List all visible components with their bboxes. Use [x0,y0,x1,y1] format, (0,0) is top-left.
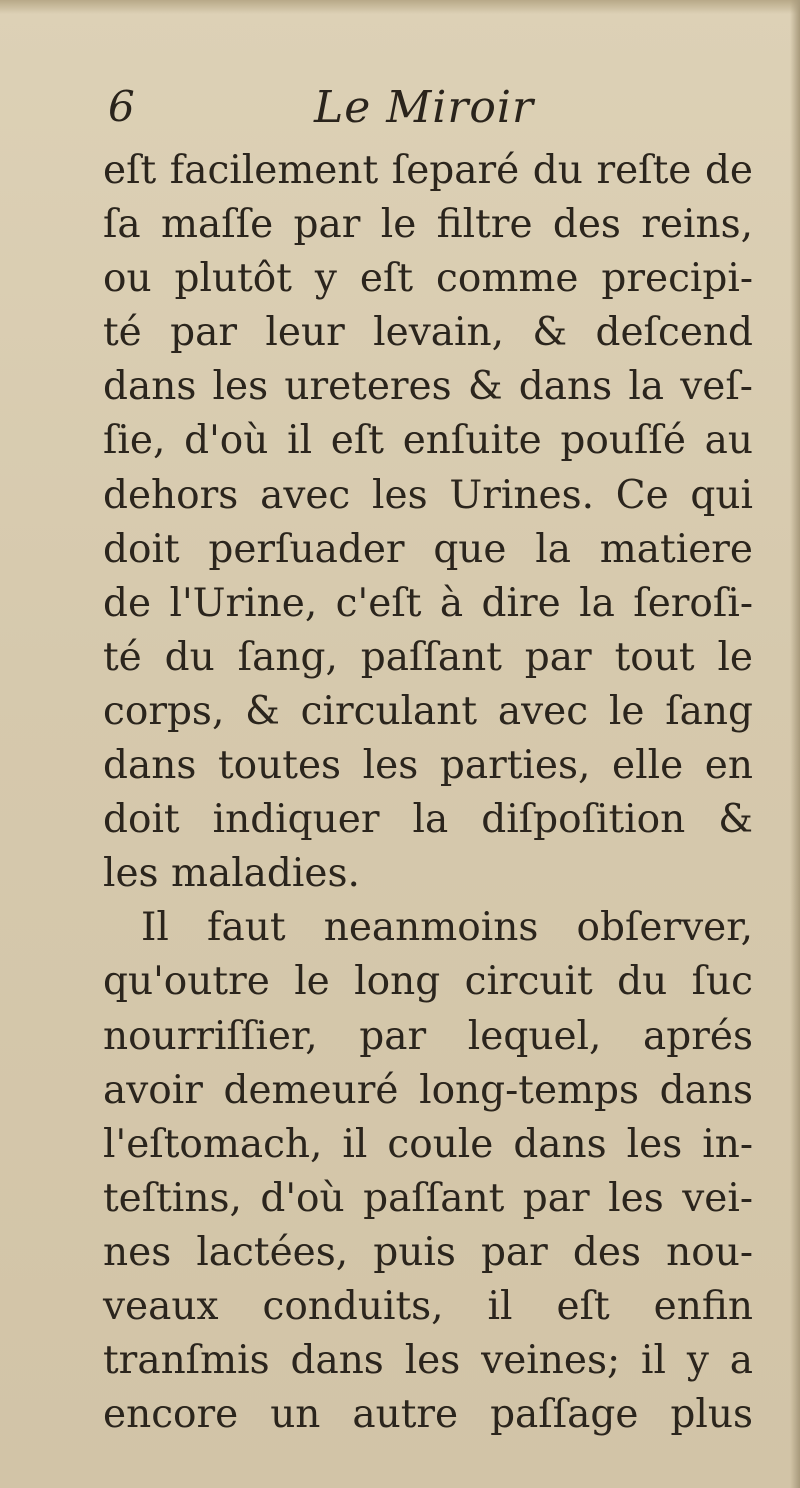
text-line: dans toutes les parties, elle en [103,743,753,789]
text-line: nourriſſier, par lequel, aprés [103,1013,753,1059]
text-line: ou plutôt y eſt comme precipi- [103,256,753,302]
text-line: té du ſang, paſſant par tout le [103,634,753,680]
text-line: de l'Urine, c'eſt à dire la ſeroſi- [103,580,753,626]
body-text [103,144,753,1442]
text-line: encore un autre paſſage plus [103,1392,753,1438]
text-line: doit perſuader que la matiere [103,526,753,572]
text-line: dehors avec les Urines. Ce qui [103,472,753,518]
text-line: qu'outre le long circuit du ſuc [103,959,753,1005]
page-number: 6 [108,82,135,131]
text-line: doit indiquer la diſpoſition & [103,797,753,843]
text-line: l'eſtomach, il coule dans les in- [103,1121,753,1167]
text-line: dans les ureteres & dans la veſ- [103,364,753,410]
running-head [108,82,748,142]
text-line: corps, & circulant avec le ſang [103,688,753,734]
text-line: veaux conduits, il eſt enfin [103,1283,753,1329]
paragraph-first-line: Il faut neanmoins obſerver, [141,905,753,951]
text-line: ſa maſſe par le filtre des reins, [103,202,753,248]
text-line: teſtins, d'où paſſant par les vei- [103,1175,753,1221]
text-line: ſie, d'où il eſt enſuite pouſſé au [103,418,753,464]
text-line: nes lactées, puis par des nou- [103,1229,753,1275]
text-line: tranſmis dans les veines; il y a [103,1338,753,1384]
page-right-edge [790,0,800,1488]
page-top-edge [0,0,800,14]
text-line: avoir demeuré long-temps dans [103,1067,753,1113]
text-line: té par leur levain, & deſcend [103,310,753,356]
running-title: Le Miroir [314,82,534,133]
text-line: eſt facilement ſeparé du reſte de [103,148,753,193]
text-line: les maladies. [103,851,360,897]
